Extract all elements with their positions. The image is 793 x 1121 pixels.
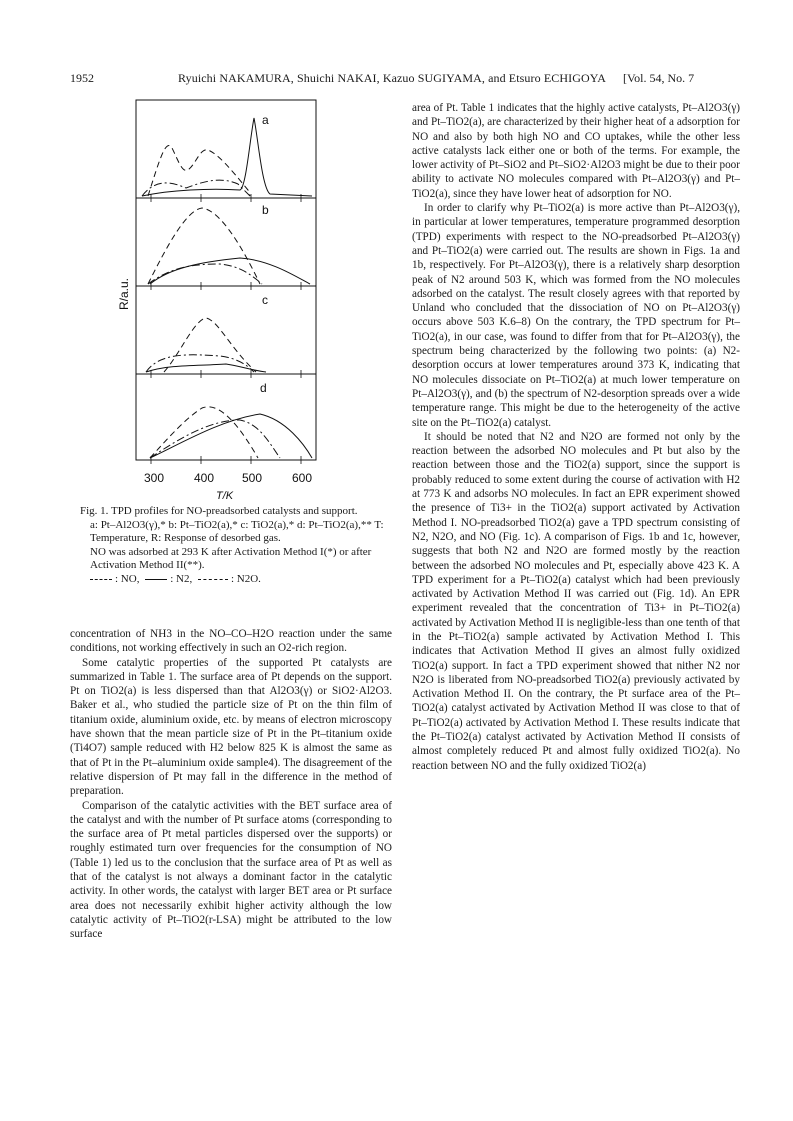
legend-no: : NO, — [115, 572, 140, 585]
caption-title: Fig. 1. TPD profiles for NO-preadsorbed catalysts and support. — [80, 505, 358, 517]
curve-d-n2 — [150, 414, 312, 458]
left-column-text — [70, 627, 392, 942]
caption-line-1: a: Pt–Al2O3(γ),* b: Pt–TiO2(a),* c: TiO2(a),* d: Pt–TiO2(a),** T: Temperature, R: Response of desorbed gas. — [90, 518, 384, 545]
panel-label-c: c — [262, 293, 268, 307]
curve-a-n2 — [142, 118, 312, 196]
panel-label-d: d — [260, 381, 267, 395]
x-axis-label: T/K — [216, 490, 234, 502]
legend-n2: : N2, — [170, 572, 193, 585]
curve-b-n2o — [148, 264, 262, 284]
paragraph: It should be noted that N2 and N2O are formed not only by the reaction between the adsorbed NO molecules and Pt but also by the reaction between those and the TiO2(a) support, since the support is probably reduced to some extent during the course of activation with H2 at 773 K and adsorbs NO molecules. In fact an EPR experiment showed the presence of Ti3+ in the TiO2(a) support activated by Activation Method I. NO-preadsorbed TiO2(a) gave a TPD spectrum consisting of N2, N2O, and NO (Fig. 1c). A comparison of Figs. 1b and 1c, however, suggests that both N2 and N2O are formed mostly by the reaction between the adsorbed NO molecules and Pt, especially above 423 K. A TPD experiment for a Pt–TiO2(a) catalyst which had been previously activated by Activation Method II was carried out (Fig. 1d). An EPR experiment revealed that the concentration of Ti3+ in Pt–TiO2(a) activated by Activation Method II is negligible-less than one tenth of that in the Pt–TiO2(a) sample activated by Activation Method I. This indicates that Activation Method II gives an almost fully oxidized TiO2(a) support. In fact a TPD experiment showed that nither N2 nor N2O is liberated from NO-preadsorbed TiO2(a) previously activated by Activation Method II. On the contrary, the Pt surface area of the Pt–TiO2(a) catalyst activated by Activation Method II was close to that of Pt–TiO2(a) activated by Activation Method I. These results indicate that the Pt–TiO2(a) catalyst activated by Activation Method II consists of almost completely reduced Pt and almost fully oxidized TiO2(a). No reaction between NO and the fully oxidized TiO2(a) — [412, 430, 740, 772]
curve-c-n2 — [146, 364, 266, 372]
curve-d-n2o — [150, 420, 280, 458]
x-tick-600: 600 — [292, 471, 313, 485]
figure-caption — [80, 505, 390, 587]
legend-dashdot-n2o — [198, 579, 228, 580]
panel-label-b: b — [262, 203, 269, 217]
legend-n2o: : N2O. — [230, 572, 261, 585]
curve-c-no — [164, 318, 256, 372]
right-column-text — [412, 101, 740, 773]
running-header-authors: Ryuichi NAKAMURA, Shuichi NAKAI, Kazuo SUGIYAMA, and Etsuro ECHIGOYA — [178, 71, 606, 85]
tpd-figure — [90, 98, 330, 508]
caption-line-2: NO was adsorbed at 293 K after Activation Method I(*) or after Activation Method II(**). — [90, 545, 372, 572]
paragraph: In order to clarify why Pt–TiO2(a) is more active than Pt–Al2O3(γ), in particular at lower temperatures, temperature programmed desorption (TPD) experiments with respect to the NO-preadsorbed Pt–Al2O3(γ) and Pt–TiO2(a) were carried out. The results are shown in Figs. 1a and 1b, respectively. For Pt–Al2O3(γ), there is a relatively sharp desorption peak of N2 around 503 K, which was formed from the NO molecules adsorbed on the catalyst. The result closely agrees with that reported by Unland who concluded that the dissociation of NO on Pt–Al2O3(γ) occurs above 503 K.6–8) On the contrary, the TPD spectrum for Pt–TiO2(a), in our case, was found to differ from that for Pt–Al2O3(γ), the spectrum being characterized by the following two points: (a) N2-desorption occurs at lower temperatures around 373 K, indicating that NO molecules dissociate on Pt–TiO2(a) at much lower temperature on Pt–Al2O3(γ), and (b) the spectrum of N2-desorption spreads over a wide temperature range. This might be due to the heterogeneity of the active site on the Pt–TiO2(a) catalyst. — [412, 202, 740, 429]
page-number: 1952 — [70, 71, 94, 85]
legend-solid-n2 — [145, 579, 167, 580]
figure-frame — [136, 100, 316, 460]
panel-label-a: a — [262, 113, 269, 127]
curve-a-no — [148, 145, 250, 196]
curve-b-n2 — [150, 258, 310, 284]
paragraph: area of Pt. Table 1 indicates that the highly active catalysts, Pt–Al2O3(γ) and Pt–TiO2(a), are characterized by their higher heat of a adsorption for NO and also by both high NO and CO uptakes, while the other less active catalysts lack either one or both of the terms. For example, the lower activity of Pt–SiO2 and Pt–SiO2·Al2O3 might be due to their poor ability to activate NO molecules compared with Pt–Al2O3(γ) and Pt–TiO2(a), since they have lower heat of adsorption for NO. — [412, 102, 740, 200]
x-tick-400: 400 — [194, 471, 215, 485]
caption-legend — [80, 573, 390, 587]
paragraph: concentration of NH3 in the NO–CO–H2O reaction under the same conditions, not working effectively in such an O2-rich region. — [70, 628, 392, 655]
x-tick-500: 500 — [242, 471, 263, 485]
curve-c-n2o — [146, 355, 254, 372]
curve-b-no — [148, 208, 260, 284]
paragraph: Comparison of the catalytic activities with the BET surface area of the catalyst and with the number of Pt surface atoms (corresponding to the surface area of Pt metal particles dispersed over the supports) or roughly estimated turn over frequencies for the consumption of NO (Table 1) led us to the conclusion that the surface area of Pt as well as that of the catalyst is not always a dominant factor in the catalytic activity. In other words, the catalyst with larger BET area or Pt surface area does not necessarily exhibit higher activity although the low catalytic activity of Pt–TiO2(r-LSA) might be attributed to the low surface — [70, 799, 392, 941]
x-tick-300: 300 — [144, 471, 165, 485]
y-axis-label: R/a.u. — [117, 277, 131, 310]
legend-dash-no — [90, 579, 112, 580]
volume-label: [Vol. 54, No. 7 — [623, 71, 695, 85]
paragraph: Some catalytic properties of the supported Pt catalysts are summarized in Table 1. The surface area of Pt depends on the support. Pt on TiO2(a) is less dispersed than that Al2O3(γ) or SiO2·Al2O3. Baker et al., who studied the particle size of Pt on the thin film of titanium oxide, aluminium oxide, etc. by means of electron microscopy have shown that the mean particle size of Pt in the Pt–titanium oxide (Ti4O7) sample reduced with H2 below 825 K is almost the same as that of Pt in the Pt–aluminium oxide sample4). The disagreement of the relative dispersion of Pt may fall in the difference in the method of preparation. — [70, 656, 392, 798]
